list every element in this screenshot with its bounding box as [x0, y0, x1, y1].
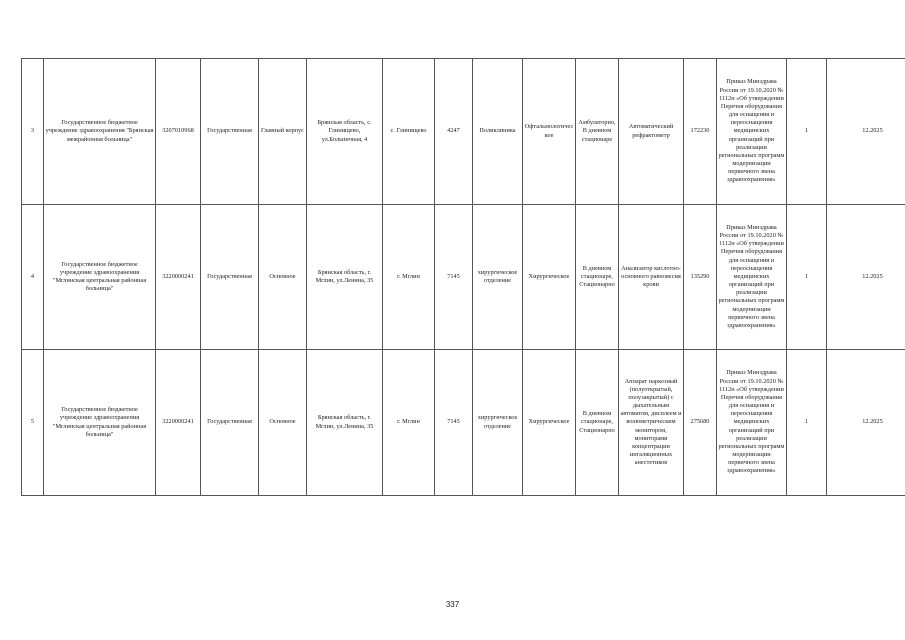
cell-ownership: Государственная [201, 205, 259, 350]
cell-profile: Офтальмологическое [523, 59, 576, 205]
cell-organization: Государственное бюджетное учреждение здравоохранения "Мглинская центральная районная больница" [44, 205, 156, 350]
cell-population: 7145 [435, 205, 473, 350]
cell-code: 3220000241 [156, 205, 201, 350]
cell-quantity: 1 [787, 350, 827, 496]
cell-basis: Приказ Минздрава России от 19.10.2020 № 1112н «Об утверждении Перечня оборудования для оснащения и переоснащения медицинских организаций при реализации региональных программ модернизации первичного звена здравоохранения» [717, 205, 787, 350]
page-number: 337 [445, 600, 460, 609]
cell-building: Основное [259, 205, 307, 350]
cell-unit: хирургическое отделение [473, 350, 523, 496]
cell-profile: Хирургическое [523, 205, 576, 350]
cell-code: 3207010968 [156, 59, 201, 205]
cell-number: 3 [22, 59, 44, 205]
cell-number: 5 [22, 350, 44, 496]
cell-ownership: Государственная [201, 350, 259, 496]
cell-equipment: Автоматический рефрактометр [619, 59, 684, 205]
cell-building: Главный корпус [259, 59, 307, 205]
cell-building: Основное [259, 350, 307, 496]
cell-equipment: Анализатор кислотно-основного равновесия крови [619, 205, 684, 350]
cell-population: 4247 [435, 59, 473, 205]
cell-equipment: Аппарат наркозный (полуоткрытый, полузакрытый) с дыхательным автоматом, дисплеем и волюметрическим монитором, мониторами концентрации ингаляционных анестетиков [619, 350, 684, 496]
cell-conditions: В дневном стационаре, Стационарно [576, 350, 619, 496]
cell-conditions: В дневном стационаре, Стационарно [576, 205, 619, 350]
cell-okpd: 275680 [684, 350, 717, 496]
cell-address: Брянская область, с. Глинищево, ул.Больничная, 4 [307, 59, 383, 205]
cell-locality: г. Мглин [383, 350, 435, 496]
cell-locality: с. Глинищево [383, 59, 435, 205]
cell-okpd: 135290 [684, 205, 717, 350]
cell-conditions: Амбулаторно, В дневном стационаре [576, 59, 619, 205]
cell-unit: хирургическое отделение [473, 205, 523, 350]
cell-date: 12.2025 [827, 205, 905, 350]
cell-basis: Приказ Минздрава России от 19.10.2020 № 1112н «Об утверждении Перечня оборудования для оснащения и переоснащения медицинских организаций при реализации региональных программ модернизации первичного звена здравоохранения» [717, 350, 787, 496]
cell-quantity: 1 [787, 205, 827, 350]
cell-organization: Государственное бюджетное учреждение здравоохранения "Брянская межрайонная больница" [44, 59, 156, 205]
cell-number: 4 [22, 205, 44, 350]
cell-code: 3220000241 [156, 350, 201, 496]
table-row [22, 205, 905, 350]
cell-ownership: Государственная [201, 59, 259, 205]
cell-address: Брянская область, г. Мглин, ул.Ленина, 35 [307, 350, 383, 496]
cell-date: 12.2025 [827, 59, 905, 205]
cell-date: 12.2025 [827, 350, 905, 496]
equipment-table [21, 58, 905, 496]
table-row [22, 350, 905, 496]
table-row [22, 59, 905, 205]
cell-population: 7145 [435, 350, 473, 496]
cell-organization: Государственное бюджетное учреждение здравоохранения "Мглинская центральная районная больница" [44, 350, 156, 496]
cell-basis: Приказ Минздрава России от 19.10.2020 № 1112н «Об утверждении Перечня оборудования для оснащения и переоснащения медицинских организаций при реализации региональных программ модернизации первичного звена здравоохранения» [717, 59, 787, 205]
cell-address: Брянская область, г. Мглин, ул.Ленина, 35 [307, 205, 383, 350]
cell-okpd: 172230 [684, 59, 717, 205]
cell-profile: Хирургическое [523, 350, 576, 496]
cell-locality: г. Мглин [383, 205, 435, 350]
cell-quantity: 1 [787, 59, 827, 205]
cell-unit: Поликлиника [473, 59, 523, 205]
